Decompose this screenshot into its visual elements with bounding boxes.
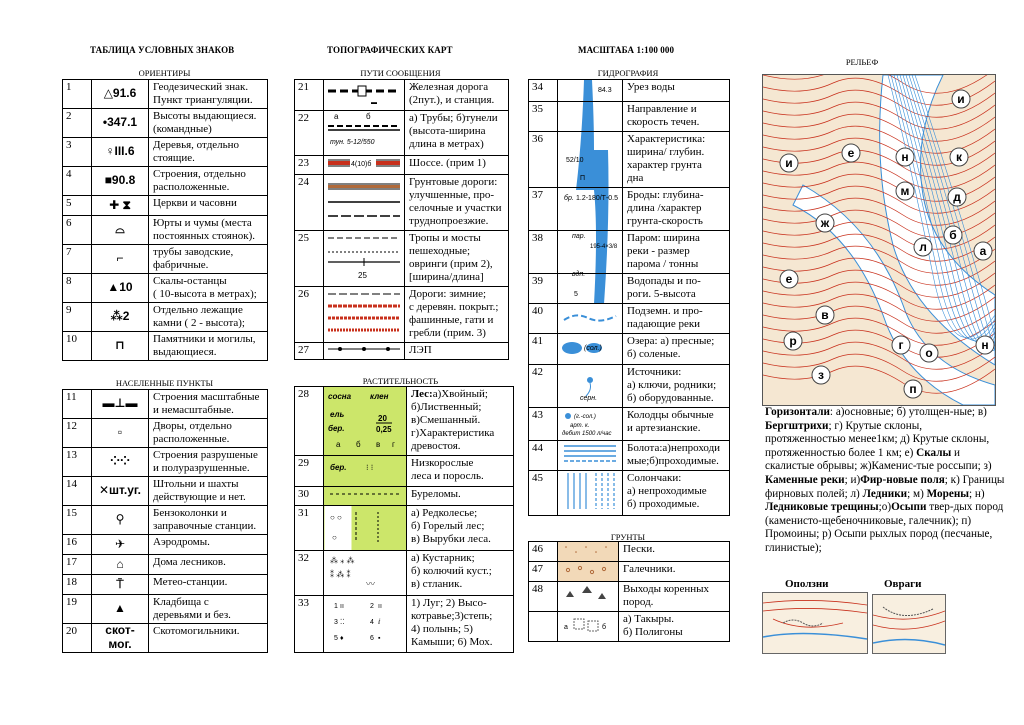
svg-text:а: а [564,623,568,631]
map-symbol: •347.1 [102,115,138,129]
soils-table [528,541,730,642]
section-hydro: ГИДРОГРАФИЯ [597,68,659,78]
ravines-image [872,594,946,654]
map-symbol: ⁂2 [110,309,130,323]
table-row [63,216,268,245]
map-symbol: ▲ [114,601,126,615]
table-row: 34 Урез воды [529,80,730,102]
table-row: 46 Пески. [529,542,730,562]
row-description: действующие и нет. [153,491,246,503]
map-symbol: ▬⊥▬ [102,396,138,410]
map-symbol: △91.6 [103,86,137,100]
pebbles-symbol [558,562,619,582]
vegetation-table [294,386,514,653]
row-number: 6 [63,216,92,245]
relief-letter-marker [896,148,914,166]
swamps-symbol [558,441,623,471]
relief-letter-marker [974,242,992,260]
table-row [63,535,268,555]
power-line-symbol [324,343,405,360]
relief-letter-marker [780,154,798,172]
section-roads: ПУТИ СООБЩЕНИЯ [360,68,441,78]
row-description: Деревья, отдельно [153,139,240,151]
orient-table [62,79,268,361]
row-description: Метео-станции. [153,576,228,588]
row-number: 3 [63,138,92,167]
svg-text:г: г [898,338,904,352]
svg-text:○ ○: ○ ○ [330,513,342,522]
svg-text:о: о [925,346,933,360]
relief-description: Горизонтали: а)основные; б) утолщен-ные; в) Бергштрихи; г) Крутые склоны, протяженностью менее1км; д) Крутые склоны, протяженностью более 1 км; е) Скалы и скалистые обрывы; ж)Каменис-тые россыпи; з) Каменные реки; и)Фир-новые поля; к) Границы фирновых полей; л) Ледники; м) Морены; н) Ледниковые трещины;о)Осыпи твер-дых пород (каменисто-щебеночниковые, галечник); п) Промоины; р) Осыпи рыхлых пород (песчаные, глинистые); [765,406,1005,554]
table-row: 39 Водопады и по- роги. 5-высота [529,274,730,304]
table-row [63,506,268,535]
row-description: Юрты и чумы (места [153,217,252,229]
relief-letter-marker [950,148,968,166]
row-description: Дома лесников. [153,556,226,568]
svg-text:⁝ ⁝: ⁝ ⁝ [366,463,374,472]
svg-text:а: а [979,244,987,258]
settlements-table [62,389,268,653]
table-row: 32 ⁂ ⁎ ⁂ ⁑ ⁂ ⁑ 〰 а) Кустарник; б) колючий куст.; в) стланик. [295,551,514,596]
row-description: Аэродромы. [153,536,210,548]
row-description: Дворы, отдельно [153,420,232,432]
svg-text:2: 2 [370,603,374,610]
svg-text:и: и [957,92,965,106]
forest-symbol [324,387,407,456]
table-title: ТАБЛИЦА УСЛОВНЫХ ЗНАКОВ [90,45,235,55]
relief-map [762,74,996,406]
map-symbol: ■90.8 [104,173,136,187]
svg-text:и: и [785,156,793,170]
table-row [63,448,268,477]
svg-text:з: з [818,368,824,382]
table-row [63,245,268,274]
table-row [63,595,268,624]
row-description: Строения масштабные [153,391,260,403]
svg-text:○: ○ [332,533,337,542]
row-number: 8 [63,274,92,303]
table-row: 28 сосна клен ель бер. 20 0,25 а б в г Лес:а)Хвойный; б)Лиственный; в)Смешанный. г)Характеристика древостоя. [295,387,514,456]
sand-symbol [558,542,619,562]
svg-text:серн.: серн. [580,395,598,402]
map-symbol: ✚ ⧗ [109,197,131,212]
svg-text:в: в [821,308,829,322]
map-type-title: ТОПОГРАФИЧЕСКИХ КАРТ [327,45,453,55]
table-row [63,555,268,575]
svg-text:ж: ж [820,216,830,230]
relief-letter-marker [816,214,834,232]
row-number: 20 [63,624,92,653]
row-description: выдающиеся. [153,346,217,358]
svg-text:п: п [909,382,917,396]
map-symbol: ⌂ [116,556,124,571]
svg-text:сосна: сосна [328,392,352,401]
table-row: 31 ○ ○ ○ а) Редколесье; б) Горелый лес; в) Вырубки леса. [295,506,514,551]
table-row: 26 Дороги: зимние; с деревян. покрыт.; фашинные, гати и гребли (прим. 3) [295,287,509,343]
svg-text:⁂ ⁎ ⁂: ⁂ ⁎ ⁂ [330,556,355,565]
map-symbol: ♀III.6 [105,144,135,158]
svg-text:л: л [919,240,927,254]
takyr-symbol [558,612,619,642]
svg-text:е: е [785,272,793,286]
table-row: 23 4(10)б Шоссе. (прим 1) [295,156,509,175]
wells-symbol [558,408,623,441]
row-description: и полуразрушенные. [153,462,250,474]
svg-text:ⅈ: ⅈ [378,619,381,626]
table-row: 48 Выходы коренных пород. [529,582,730,612]
row-number: 12 [63,419,92,448]
relief-letter-marker [948,188,966,206]
tunnel-symbol [324,111,405,156]
row-number: 11 [63,390,92,419]
svg-text:ель: ель [330,410,345,419]
relief-letter-marker [976,336,994,354]
map-symbol: ⌐ [116,251,124,265]
row-description: Отдельно лежащие [153,304,243,316]
svg-text:84.3: 84.3 [598,87,612,94]
row-description: фабричные. [153,259,209,271]
section-settlements: НАСЕЛЕННЫЕ ПУНКТЫ [115,378,214,388]
svg-text:д: д [953,190,961,204]
table-row: 40 Подземн. и про- падающие реки [529,304,730,334]
svg-text:а: а [336,440,341,449]
svg-text:⁚⁚: ⁚⁚ [340,619,345,626]
lakes-symbol [558,334,623,365]
row-description: Штольни и шахты [153,478,239,490]
relief-letter-marker [914,238,932,256]
svg-text:б: б [949,228,957,242]
map-symbol: ⍑ [116,576,124,591]
landslides-label: Оползни [785,578,829,590]
table-row: 38 Паром: ширина реки - размер парома / тонны [529,231,730,274]
map-symbol: ✕шт.уг. [98,483,142,497]
table-row: 37 Броды: глубина- длина /характер грунта-скорость [529,188,730,231]
svg-text:дебит 1500 л/час: дебит 1500 л/час [562,431,612,436]
table-row [63,303,268,332]
svg-text:П: П [580,175,586,182]
svg-text:н: н [901,150,909,164]
svg-text:5: 5 [334,635,338,642]
row-description: Высоты выдающиеся. [153,110,257,122]
svg-text:4: 4 [370,619,374,626]
table-row: 21 ▬ Железная дорога (2пут.), и станция. [295,80,509,111]
sparse-forest-symbol [324,506,407,551]
relief-letter-marker [812,366,830,384]
springs-symbol [558,365,623,408]
row-number: 10 [63,332,92,361]
table-row [63,624,268,653]
table-row [63,196,268,216]
map-symbol: ▫ [117,425,123,439]
map-symbol: ⚲ [115,512,125,526]
row-number: 4 [63,167,92,196]
table-row: 22 а б тун. 5-12/550 а) Трубы; б)тунели (высота-ширина длина в метрах) [295,111,509,156]
table-row [63,80,268,109]
row-description: и немасштабные. [153,404,234,416]
table-row: 29 бер. ⁝ ⁝ Низкорослые леса и поросль. [295,456,514,487]
table-row [63,167,268,196]
svg-text:(г.-сол.): (г.-сол.) [574,414,596,420]
row-description: Скотомогильники. [153,625,240,637]
section-vegetation: РАСТИТЕЛЬНОСТЬ [362,376,439,386]
svg-text:н: н [981,338,989,352]
table-row: 35 Направление и скорость течен. [529,102,730,132]
table-row [63,419,268,448]
svg-text:бер.: бер. [328,424,345,433]
row-description: постоянных стоянок). [153,230,256,242]
svg-text:52/10: 52/10 [566,157,584,164]
svg-text:6: 6 [370,635,374,642]
table-row [63,332,268,361]
row-number: 7 [63,245,92,274]
map-symbol: ✈ [114,536,126,551]
section-relief: РЕЛЬЕФ [845,57,879,67]
relief-letter-marker [952,90,970,108]
relief-letter-marker [784,332,802,350]
row-description: расположенные. [153,181,230,193]
row-description: стоящие. [153,152,195,164]
row-description: деревьями и без. [153,609,231,621]
row-description: Памятники и могилы, [153,333,256,345]
svg-text:▬: ▬ [371,100,377,106]
table-row [63,477,268,506]
row-number: 14 [63,477,92,506]
relief-letter-marker [816,306,834,324]
table-row: а б а) Такыры. б) Полигоны [529,612,730,642]
scale-title: МАСШТАБА 1:100 000 [578,45,675,55]
row-number: 9 [63,303,92,332]
row-number: 1 [63,80,92,109]
relief-letter-marker [896,182,914,200]
landslides-image [762,592,868,654]
row-description: Бензоколонки и [153,507,227,519]
table-row: 30 Буреломы. [295,487,514,506]
relief-letter-marker [920,344,938,362]
row-description: Скалы-останцы [153,275,227,287]
svg-text:0,25: 0,25 [376,425,392,434]
table-row: 25 25 Тропы и мосты пешеходные; овринги (прим 2), [ширина/длина] [295,231,509,287]
row-description: (командные) [153,123,212,135]
svg-text:20: 20 [378,414,387,423]
rock-outcrop-symbol [558,582,619,612]
svg-text:(сол.): (сол.) [584,345,602,352]
svg-text:вдп.: вдп. [572,271,586,278]
ravines-label: Овраги [884,578,922,590]
row-description: трубы заводские, [153,246,234,258]
svg-text:г: г [392,440,395,449]
row-number: 15 [63,506,92,535]
table-row: 47 Галечники. [529,562,730,582]
svg-text:4(10)б: 4(10)б [351,161,372,168]
svg-text:〰: 〰 [366,579,376,589]
svg-text:♦: ♦ [340,635,344,642]
svg-text:ıı: ıı [340,603,344,610]
winter-roads-symbol [324,287,405,343]
table-row: 24 Грунтовые дороги: улучшенные, про- селочные и участки труднопроезжие. [295,175,509,231]
highway-symbol [324,156,405,175]
row-number: 13 [63,448,92,477]
svg-text:клен: клен [370,392,389,401]
relief-letter-marker [944,226,962,244]
table-row: 27 ЛЭП [295,343,509,360]
row-number: 16 [63,535,92,555]
row-description: заправочные станции. [153,520,257,532]
salt-marsh-symbol [558,471,623,516]
svg-text:тун. 5-12/550: тун. 5-12/550 [330,139,375,146]
svg-text:б: б [602,623,607,631]
underground-river-symbol [558,304,623,334]
relief-letter-marker [904,380,922,398]
svg-text:▪: ▪ [378,635,381,642]
row-description: Геодезический знак. [153,81,249,93]
svg-text:195-4×3/8: 195-4×3/8 [590,244,618,250]
table-row [63,109,268,138]
svg-text:25: 25 [358,270,367,280]
row-number: 17 [63,555,92,575]
table-row: 43 (г.-сол.) арт. к. дебит 1500 л/час Колодцы обычные и артезианские. [529,408,730,441]
windfall-symbol [324,487,407,506]
svg-text:к: к [955,150,963,164]
table-row: 45 Солончаки: а) непроходимые б) проходимые. [529,471,730,516]
svg-text:бер.: бер. [330,463,347,472]
table-row [63,575,268,595]
svg-text:е: е [847,146,855,160]
map-symbol: ▲10 [107,280,133,294]
svg-text:3: 3 [334,619,338,626]
table-row: 41 (сол.) Озера: а) пресные; б) соленые. [529,334,730,365]
svg-text:5: 5 [574,291,578,298]
row-number: 2 [63,109,92,138]
map-symbol: скот-мог. [105,623,135,651]
svg-text:м: м [900,184,910,198]
map-symbol: ⌓ [115,222,125,236]
svg-text:в: в [376,440,381,449]
railway-symbol [324,80,405,111]
hydro-table [528,79,730,516]
row-number: 5 [63,196,92,216]
row-description: Строения разрушеные [153,449,258,461]
table-row [63,138,268,167]
map-symbol: ⊓ [115,338,125,352]
dirt-roads-symbol [324,175,405,231]
table-row: 44 Болота:а)непроходи мые;б)проходимые. [529,441,730,471]
svg-text:⁑ ⁂ ⁑: ⁑ ⁂ ⁑ [330,570,351,579]
row-description: Церкви и часовни [153,197,237,209]
svg-text:1.2-180/Т-0.5: 1.2-180/Т-0.5 [576,195,619,202]
svg-text:1: 1 [334,603,338,610]
table-row: 33 1 ıı 2 ıı 3 ⁚⁚ 4 ⅈ 5 ♦ 6 ▪ 1) Луг; 2) Высо- котравье;3)степь; 4) полынь; 5) Камыши; 6) Мох. [295,596,514,653]
svg-text:р: р [789,334,797,348]
svg-text:б: б [366,112,371,121]
section-orient: ОРИЕНТИРЫ [138,68,191,78]
row-description: ( 10-высота в метрах); [153,288,257,300]
row-description: Пункт триангуляции. [153,94,253,106]
row-number: 19 [63,595,92,624]
relief-letter-marker [842,144,860,162]
low-forest-symbol [324,456,407,487]
table-row: 36 Характеристика: ширина/ глубин. характер грунта дна [529,132,730,188]
trails-symbol [324,231,405,287]
row-description: расположенные. [153,433,230,445]
relief-letter-marker [780,270,798,288]
meadow-symbol [324,596,407,653]
roads-table [294,79,509,360]
svg-text:арт. к.: арт. к. [570,423,590,429]
table-row: 42 серн. Источники: а) ключи, родники; б) оборудованные. [529,365,730,408]
svg-text:б: б [356,440,361,449]
svg-text:а: а [334,112,339,121]
svg-text:пар.: пар. [572,233,586,240]
row-number: 18 [63,575,92,595]
map-symbol: ⁘⁘ [109,454,131,468]
section-soils: ГРУНТЫ [610,532,646,542]
row-description: Кладбища с [153,596,209,608]
svg-text:бр.: бр. [564,195,574,202]
table-row [63,274,268,303]
shrubs-symbol [324,551,407,596]
table-row [63,390,268,419]
svg-text:ıı: ıı [378,603,382,610]
row-description: камни ( 2 - высота); [153,317,245,329]
row-description: Строения, отдельно [153,168,246,180]
relief-letter-marker [892,336,910,354]
